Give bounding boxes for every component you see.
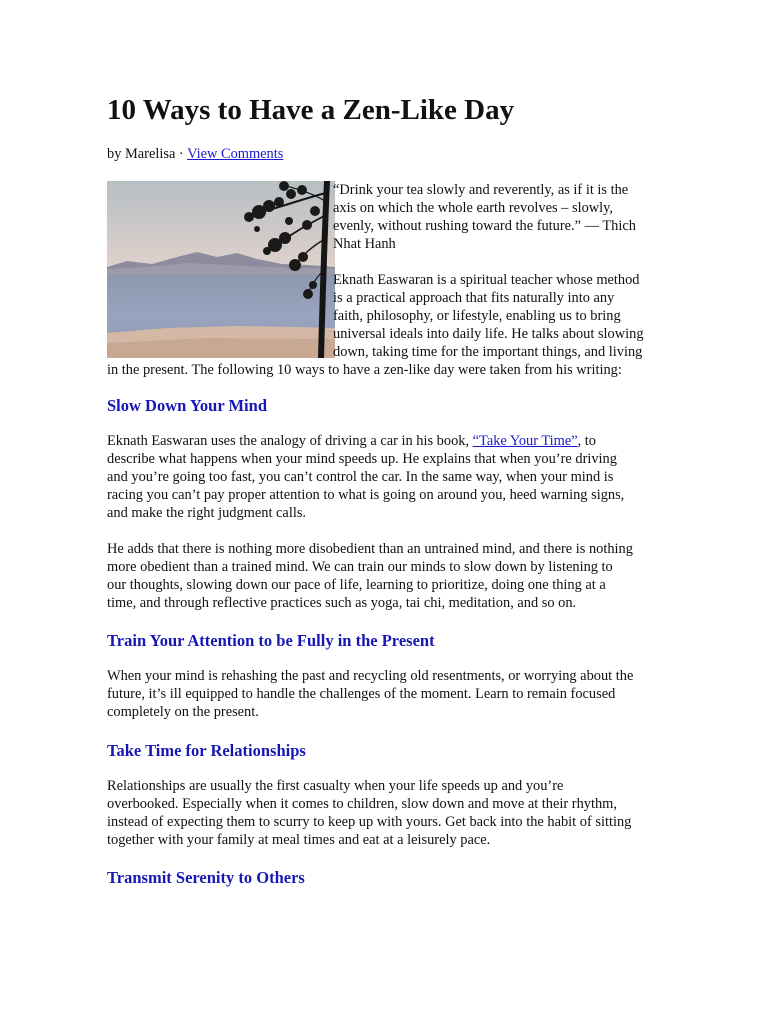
section-take-time-for-relationships [107,741,663,849]
paragraph-line: describe what happens when your mind speeds up. He explains that when you’re driving [107,451,617,467]
section-train-your-attention [107,631,663,721]
paragraph-line: future, it’s ill equipped to handle the challenges of the moment. Learn to remain focused [107,686,616,702]
paragraph-line: and make the right judgment calls. [107,505,307,521]
section-heading: Slow Down Your Mind [107,396,267,415]
paragraph-line: overbooked. Especially when it comes to children, slow down and move at their rhythm, [107,796,617,812]
paragraph-line: He adds that there is nothing more disobedient than an untrained mind, and there is nothing [107,541,633,557]
section-slow-down-your-mind [107,396,663,612]
byline [107,145,283,163]
section-heading: Train Your Attention to be Fully in the Present [107,631,435,650]
take-your-time-link[interactable]: “Take Your Time” [472,433,578,449]
intro-paragraph-line: down, taking time for the important things, and living [333,344,643,360]
paragraph-text: Eknath Easwaran uses the analogy of driving a car in his book, [107,433,473,449]
quote-line: Nhat Hanh [333,236,396,252]
paragraph-line: Relationships are usually the first casualty when your life speeds up and you’re [107,778,564,794]
paragraph-text: , to [577,433,596,449]
intro-text [107,181,663,379]
intro-paragraph-line: is a practical approach that fits naturally into any [333,290,615,306]
paragraph-line: our thoughts, slowing down our pace of life, learning to prioritize, doing one thing at a [107,577,606,593]
intro-paragraph-line: universal ideals into daily life. He talks about slowing [333,326,644,342]
quote-line: axis on which the whole earth revolves – slowly, [333,200,614,216]
section-transmit-serenity [107,868,663,888]
article-title: 10 Ways to Have a Zen-Like Day [107,94,515,126]
paragraph-line: racing you can’t pay proper attention to what is going on around you, heed warning signs, [107,487,625,503]
quote-line: “Drink your tea slowly and reverently, as if it is the [333,182,629,198]
intro-paragraph-line: faith, philosophy, or lifestyle, enabling us to bring [333,308,621,324]
paragraph-line: together with your family at meal times and eat at a leisurely pace. [107,832,491,848]
paragraph-line: instead of expecting them to scurry to keep up with yours. Get back into the habit of sitting [107,814,632,830]
paragraph-line: completely on the present. [107,704,259,720]
paragraph-line: more obedient than a trained mind. We can train our minds to slow down by listening to [107,559,613,575]
intro-paragraph-line: Eknath Easwaran is a spiritual teacher whose method [333,272,640,288]
section-heading: Transmit Serenity to Others [107,868,305,887]
quote-line: evenly, without rushing toward the future.” — Thich [333,218,636,234]
paragraph-line: When your mind is rehashing the past and recycling old resentments, or worrying about the [107,668,634,684]
view-comments-link[interactable]: View Comments [187,146,284,162]
intro-paragraph-line: in the present. The following 10 ways to have a zen-like day were taken from his writing: [107,362,622,378]
paragraph-line: time, and through reflective practices such as yoga, tai chi, meditation, and so on. [107,595,577,611]
section-heading: Take Time for Relationships [107,741,306,760]
byline-author: by Marelisa · [107,146,188,162]
paragraph-line: and you’re going too fast, you can’t control the car. In the same way, when your mind is [107,469,614,485]
paragraph-line [107,432,663,450]
